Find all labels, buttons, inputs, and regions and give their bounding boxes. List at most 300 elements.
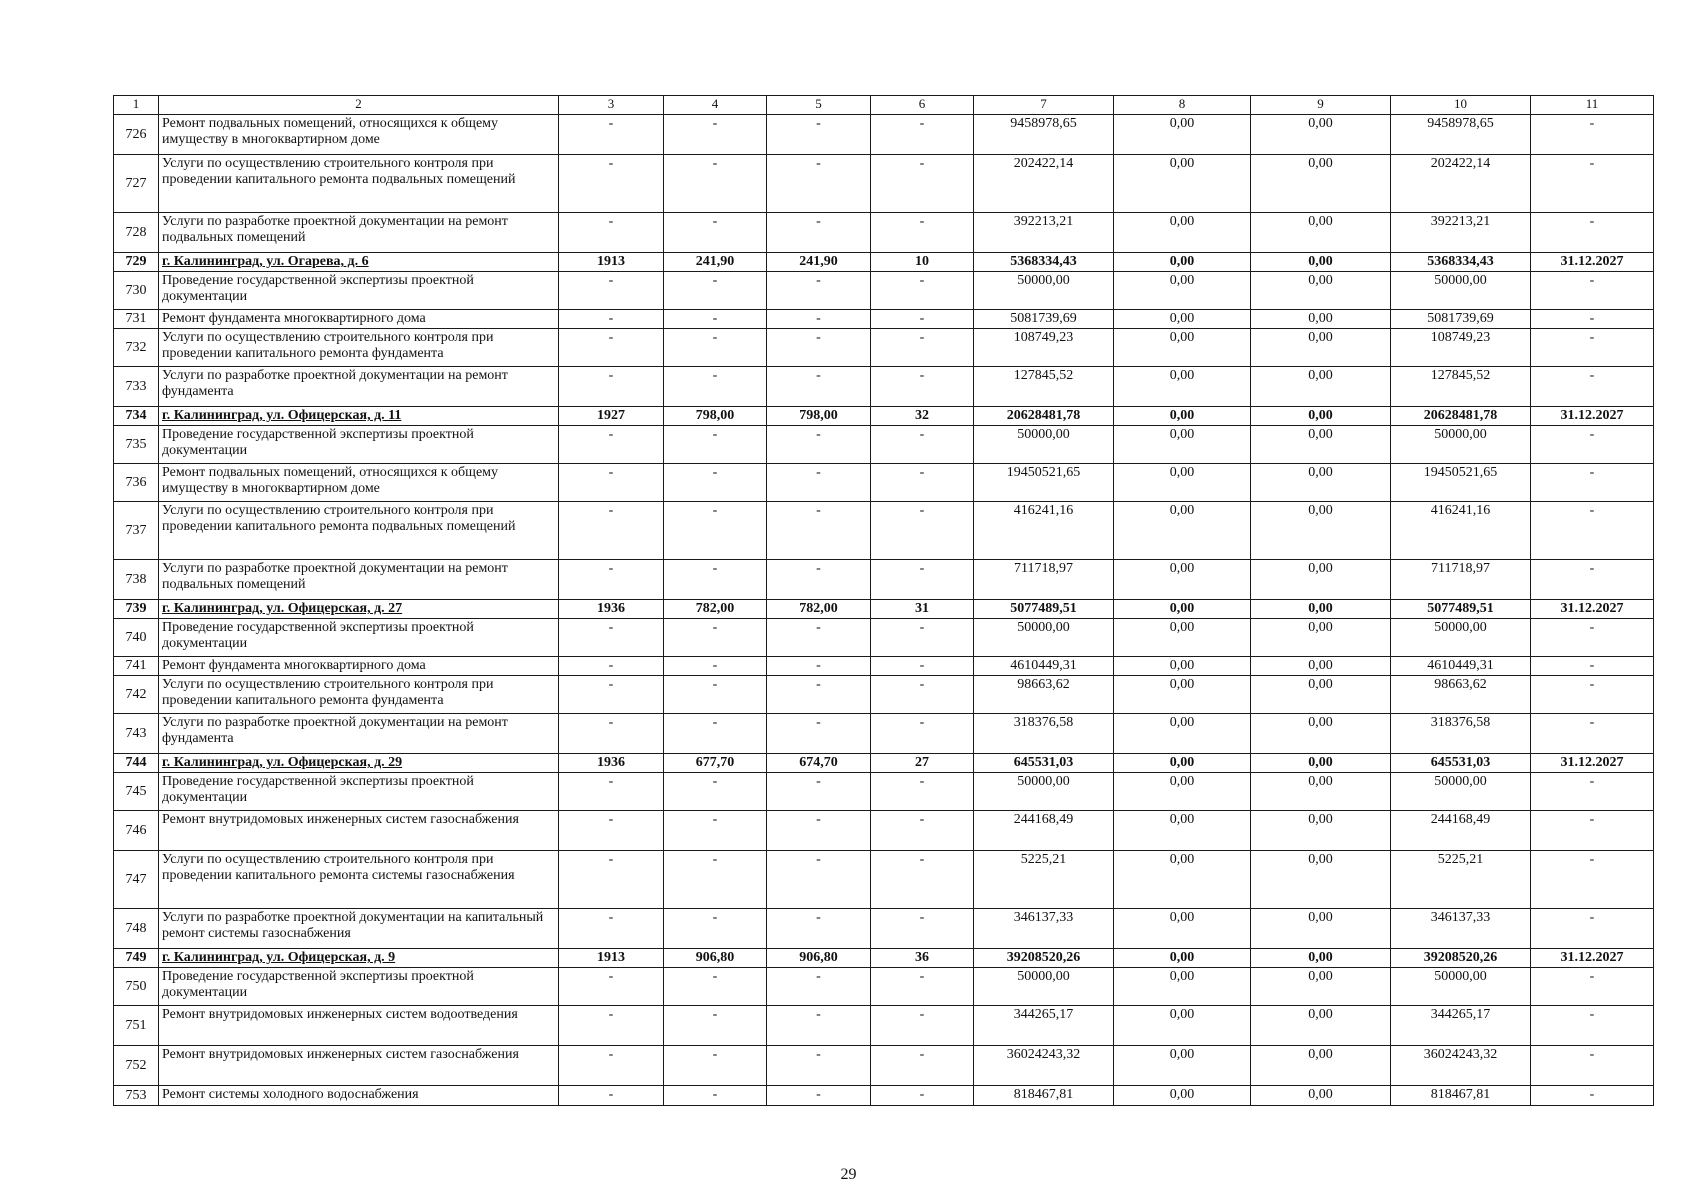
year-built: - [559,367,664,407]
item-name: г. Калининград, ул. Офицерская, д. 29 [159,754,559,773]
cost-col-8: 0,00 [1114,676,1251,714]
cost-col-8: 0,00 [1114,1006,1251,1046]
total-cost: 108749,23 [974,329,1114,367]
year-built: - [559,329,664,367]
cost-col-9: 0,00 [1251,272,1391,310]
work-item-row [114,619,1654,657]
total-cost: 39208520,26 [974,949,1114,968]
year-built: - [559,560,664,600]
total-cost: 5368334,43 [974,253,1114,272]
cost-col-9: 0,00 [1251,949,1391,968]
total-cost: 50000,00 [974,619,1114,657]
item-name: Услуги по разработке проектной документации на ремонт подвальных помещений [159,560,559,600]
total-area: - [664,1086,767,1106]
year-built: - [559,773,664,811]
row-number: 743 [114,714,159,754]
item-name: Ремонт системы холодного водоснабжения [159,1086,559,1106]
row-number: 731 [114,310,159,329]
living-area: - [767,968,871,1006]
work-item-row [114,502,1654,560]
cost-col-9: 0,00 [1251,367,1391,407]
total-area: 782,00 [664,600,767,619]
total-area: - [664,310,767,329]
cost-col-9: 0,00 [1251,1006,1391,1046]
total-area: 798,00 [664,407,767,426]
cost-col-10: 50000,00 [1391,426,1531,464]
year-built: - [559,676,664,714]
completion-date: - [1531,676,1654,714]
living-area: - [767,329,871,367]
row-number: 751 [114,1006,159,1046]
cost-col-10: 127845,52 [1391,367,1531,407]
completion-date: - [1531,851,1654,909]
year-built: - [559,619,664,657]
work-item-row [114,272,1654,310]
total-area: 677,70 [664,754,767,773]
item-name: Услуги по разработке проектной документации на ремонт фундамента [159,367,559,407]
cost-col-10: 20628481,78 [1391,407,1531,426]
total-cost: 346137,33 [974,909,1114,949]
completion-date: - [1531,1086,1654,1106]
item-name: Услуги по осуществлению строительного контроля при проведении капитального ремонта системы газоснабжения [159,851,559,909]
residents-count: - [871,657,974,676]
item-name: Проведение государственной экспертизы проектной документации [159,773,559,811]
cost-col-10: 5081739,69 [1391,310,1531,329]
cost-col-10: 39208520,26 [1391,949,1531,968]
cost-col-8: 0,00 [1114,115,1251,155]
year-built: 1936 [559,754,664,773]
total-cost: 50000,00 [974,426,1114,464]
work-item-row [114,714,1654,754]
living-area: 906,80 [767,949,871,968]
column-header: 8 [1114,96,1251,115]
residents-count: - [871,155,974,213]
residents-count: - [871,851,974,909]
residents-count: - [871,619,974,657]
living-area: - [767,310,871,329]
column-header: 2 [159,96,559,115]
address-row [114,600,1654,619]
year-built: - [559,464,664,502]
total-area: - [664,115,767,155]
cost-col-9: 0,00 [1251,619,1391,657]
cost-col-9: 0,00 [1251,502,1391,560]
total-cost: 416241,16 [974,502,1114,560]
work-item-row [114,909,1654,949]
row-number: 727 [114,155,159,213]
completion-date: 31.12.2027 [1531,754,1654,773]
row-number: 734 [114,407,159,426]
completion-date: - [1531,619,1654,657]
cost-col-9: 0,00 [1251,676,1391,714]
address-row [114,253,1654,272]
cost-col-8: 0,00 [1114,657,1251,676]
row-number: 737 [114,502,159,560]
work-item-row [114,851,1654,909]
item-name: Услуги по разработке проектной документации на ремонт подвальных помещений [159,213,559,253]
cost-col-9: 0,00 [1251,657,1391,676]
cost-col-9: 0,00 [1251,851,1391,909]
year-built: - [559,310,664,329]
cost-col-8: 0,00 [1114,1046,1251,1086]
row-number: 733 [114,367,159,407]
living-area: - [767,367,871,407]
total-cost: 127845,52 [974,367,1114,407]
living-area: - [767,657,871,676]
cost-col-8: 0,00 [1114,272,1251,310]
total-area: - [664,851,767,909]
column-header: 9 [1251,96,1391,115]
completion-date: 31.12.2027 [1531,949,1654,968]
completion-date: - [1531,115,1654,155]
cost-col-10: 5368334,43 [1391,253,1531,272]
work-item-row [114,560,1654,600]
living-area: - [767,560,871,600]
total-cost: 344265,17 [974,1006,1114,1046]
cost-col-9: 0,00 [1251,253,1391,272]
item-name: Ремонт подвальных помещений, относящихся к общему имуществу в многоквартирном доме [159,464,559,502]
cost-col-8: 0,00 [1114,213,1251,253]
living-area: - [767,619,871,657]
row-number: 736 [114,464,159,502]
year-built: 1927 [559,407,664,426]
completion-date: - [1531,811,1654,851]
year-built: 1913 [559,253,664,272]
living-area: 798,00 [767,407,871,426]
item-name: Услуги по разработке проектной документации на капитальный ремонт системы газоснабжения [159,909,559,949]
item-name: Ремонт фундамента многоквартирного дома [159,310,559,329]
total-area: - [664,968,767,1006]
cost-col-10: 98663,62 [1391,676,1531,714]
item-name: Проведение государственной экспертизы проектной документации [159,968,559,1006]
cost-col-9: 0,00 [1251,426,1391,464]
cost-col-10: 392213,21 [1391,213,1531,253]
residents-count: - [871,1046,974,1086]
cost-col-8: 0,00 [1114,426,1251,464]
row-number: 740 [114,619,159,657]
work-item-row [114,773,1654,811]
completion-date: - [1531,310,1654,329]
item-name: Услуги по разработке проектной документации на ремонт фундамента [159,714,559,754]
total-cost: 5225,21 [974,851,1114,909]
row-number: 747 [114,851,159,909]
column-header: 6 [871,96,974,115]
work-item-row [114,426,1654,464]
completion-date: - [1531,329,1654,367]
living-area: - [767,714,871,754]
cost-col-9: 0,00 [1251,310,1391,329]
item-name: г. Калининград, ул. Офицерская, д. 9 [159,949,559,968]
row-number: 750 [114,968,159,1006]
total-area: - [664,213,767,253]
completion-date: - [1531,367,1654,407]
total-area: - [664,676,767,714]
work-item-row [114,968,1654,1006]
row-number: 749 [114,949,159,968]
total-cost: 19450521,65 [974,464,1114,502]
residents-count: - [871,676,974,714]
cost-col-8: 0,00 [1114,310,1251,329]
year-built: - [559,968,664,1006]
cost-col-10: 5225,21 [1391,851,1531,909]
total-cost: 244168,49 [974,811,1114,851]
total-area: - [664,1006,767,1046]
cost-col-9: 0,00 [1251,329,1391,367]
column-header: 4 [664,96,767,115]
residents-count: - [871,1086,974,1106]
column-header: 5 [767,96,871,115]
cost-col-9: 0,00 [1251,754,1391,773]
residents-count: - [871,329,974,367]
year-built: - [559,811,664,851]
residents-count: - [871,367,974,407]
cost-col-8: 0,00 [1114,1086,1251,1106]
cost-col-10: 9458978,65 [1391,115,1531,155]
item-name: Ремонт подвальных помещений, относящихся к общему имуществу в многоквартирном доме [159,115,559,155]
completion-date: - [1531,1046,1654,1086]
living-area: - [767,213,871,253]
completion-date: - [1531,155,1654,213]
total-area: - [664,560,767,600]
living-area: 782,00 [767,600,871,619]
completion-date: - [1531,502,1654,560]
cost-col-10: 711718,97 [1391,560,1531,600]
living-area: - [767,909,871,949]
column-number-header-row [114,96,1654,115]
cost-col-8: 0,00 [1114,851,1251,909]
residents-count: - [871,714,974,754]
work-item-row [114,464,1654,502]
cost-col-10: 4610449,31 [1391,657,1531,676]
residents-count: 10 [871,253,974,272]
year-built: - [559,115,664,155]
row-number: 742 [114,676,159,714]
cost-col-10: 416241,16 [1391,502,1531,560]
total-area: - [664,155,767,213]
total-area: - [664,464,767,502]
residents-count: - [871,811,974,851]
cost-col-8: 0,00 [1114,754,1251,773]
total-cost: 645531,03 [974,754,1114,773]
cost-col-10: 346137,33 [1391,909,1531,949]
total-area: - [664,426,767,464]
cost-col-8: 0,00 [1114,502,1251,560]
total-cost: 9458978,65 [974,115,1114,155]
work-item-row [114,213,1654,253]
total-area: 906,80 [664,949,767,968]
cost-col-9: 0,00 [1251,968,1391,1006]
item-name: Ремонт внутридомовых инженерных систем водоотведения [159,1006,559,1046]
cost-col-8: 0,00 [1114,560,1251,600]
work-item-row [114,676,1654,714]
cost-col-9: 0,00 [1251,464,1391,502]
living-area: - [767,1006,871,1046]
cost-col-9: 0,00 [1251,213,1391,253]
row-number: 745 [114,773,159,811]
total-cost: 98663,62 [974,676,1114,714]
living-area: - [767,676,871,714]
year-built: - [559,851,664,909]
cost-col-9: 0,00 [1251,115,1391,155]
row-number: 726 [114,115,159,155]
residents-count: - [871,213,974,253]
year-built: - [559,1086,664,1106]
year-built: - [559,272,664,310]
row-number: 732 [114,329,159,367]
residents-count: - [871,272,974,310]
total-cost: 50000,00 [974,272,1114,310]
year-built: 1913 [559,949,664,968]
cost-col-8: 0,00 [1114,155,1251,213]
cost-col-9: 0,00 [1251,560,1391,600]
row-number: 739 [114,600,159,619]
cost-col-8: 0,00 [1114,600,1251,619]
total-area: - [664,773,767,811]
living-area: 241,90 [767,253,871,272]
total-cost: 5077489,51 [974,600,1114,619]
living-area: - [767,1046,871,1086]
row-number: 730 [114,272,159,310]
row-number: 741 [114,657,159,676]
cost-col-9: 0,00 [1251,773,1391,811]
residents-count: - [871,502,974,560]
residents-count: 27 [871,754,974,773]
total-area: - [664,272,767,310]
year-built: - [559,502,664,560]
total-cost: 392213,21 [974,213,1114,253]
work-item-row [114,310,1654,329]
residents-count: 36 [871,949,974,968]
residents-count: - [871,560,974,600]
cost-col-10: 645531,03 [1391,754,1531,773]
year-built: - [559,1006,664,1046]
cost-col-9: 0,00 [1251,1046,1391,1086]
living-area: - [767,773,871,811]
year-built: - [559,1046,664,1086]
column-header: 3 [559,96,664,115]
total-cost: 318376,58 [974,714,1114,754]
address-row [114,754,1654,773]
column-header: 1 [114,96,159,115]
cost-col-10: 50000,00 [1391,619,1531,657]
residents-count: - [871,310,974,329]
total-area: - [664,329,767,367]
item-name: Ремонт внутридомовых инженерных систем газоснабжения [159,811,559,851]
work-item-row [114,367,1654,407]
cost-col-9: 0,00 [1251,811,1391,851]
cost-col-9: 0,00 [1251,909,1391,949]
cost-col-8: 0,00 [1114,619,1251,657]
item-name: г. Калининград, ул. Огарева, д. 6 [159,253,559,272]
residents-count: - [871,464,974,502]
row-number: 728 [114,213,159,253]
cost-col-8: 0,00 [1114,464,1251,502]
total-cost: 20628481,78 [974,407,1114,426]
completion-date: - [1531,426,1654,464]
item-name: Ремонт фундамента многоквартирного дома [159,657,559,676]
cost-col-9: 0,00 [1251,407,1391,426]
cost-col-9: 0,00 [1251,714,1391,754]
living-area: - [767,115,871,155]
year-built: - [559,213,664,253]
column-header: 10 [1391,96,1531,115]
living-area: - [767,426,871,464]
row-number: 752 [114,1046,159,1086]
work-item-row [114,329,1654,367]
row-number: 746 [114,811,159,851]
living-area: - [767,1086,871,1106]
work-item-row [114,1006,1654,1046]
item-name: Проведение государственной экспертизы проектной документации [159,272,559,310]
address-row [114,949,1654,968]
year-built: - [559,909,664,949]
capital-repair-table [113,95,1654,1106]
column-header: 11 [1531,96,1654,115]
living-area: 674,70 [767,754,871,773]
total-cost: 4610449,31 [974,657,1114,676]
row-number: 744 [114,754,159,773]
item-name: Проведение государственной экспертизы проектной документации [159,426,559,464]
cost-col-8: 0,00 [1114,909,1251,949]
total-area: - [664,909,767,949]
residents-count: 31 [871,600,974,619]
cost-col-9: 0,00 [1251,1086,1391,1106]
completion-date: - [1531,213,1654,253]
total-cost: 36024243,32 [974,1046,1114,1086]
cost-col-10: 36024243,32 [1391,1046,1531,1086]
completion-date: - [1531,464,1654,502]
completion-date: - [1531,272,1654,310]
total-cost: 711718,97 [974,560,1114,600]
residents-count: - [871,968,974,1006]
item-name: г. Калининград, ул. Офицерская, д. 27 [159,600,559,619]
year-built: - [559,714,664,754]
completion-date: - [1531,773,1654,811]
cost-col-8: 0,00 [1114,367,1251,407]
residents-count: - [871,115,974,155]
total-area: - [664,502,767,560]
residents-count: 32 [871,407,974,426]
cost-col-8: 0,00 [1114,329,1251,367]
address-row [114,407,1654,426]
cost-col-10: 5077489,51 [1391,600,1531,619]
residents-count: - [871,426,974,464]
work-item-row [114,115,1654,155]
living-area: - [767,155,871,213]
total-area: - [664,1046,767,1086]
cost-col-10: 50000,00 [1391,272,1531,310]
work-item-row [114,657,1654,676]
column-header: 7 [974,96,1114,115]
living-area: - [767,851,871,909]
item-name: Проведение государственной экспертизы проектной документации [159,619,559,657]
living-area: - [767,464,871,502]
cost-col-10: 108749,23 [1391,329,1531,367]
row-number: 753 [114,1086,159,1106]
cost-col-8: 0,00 [1114,407,1251,426]
total-area: - [664,657,767,676]
living-area: - [767,272,871,310]
item-name: Услуги по осуществлению строительного контроля при проведении капитального ремонта фундамента [159,329,559,367]
total-cost: 5081739,69 [974,310,1114,329]
completion-date: 31.12.2027 [1531,253,1654,272]
cost-col-8: 0,00 [1114,949,1251,968]
work-item-row [114,155,1654,213]
work-item-row [114,811,1654,851]
item-name: Услуги по осуществлению строительного контроля при проведении капитального ремонта подвальных помещений [159,502,559,560]
total-area: - [664,619,767,657]
cost-col-8: 0,00 [1114,253,1251,272]
